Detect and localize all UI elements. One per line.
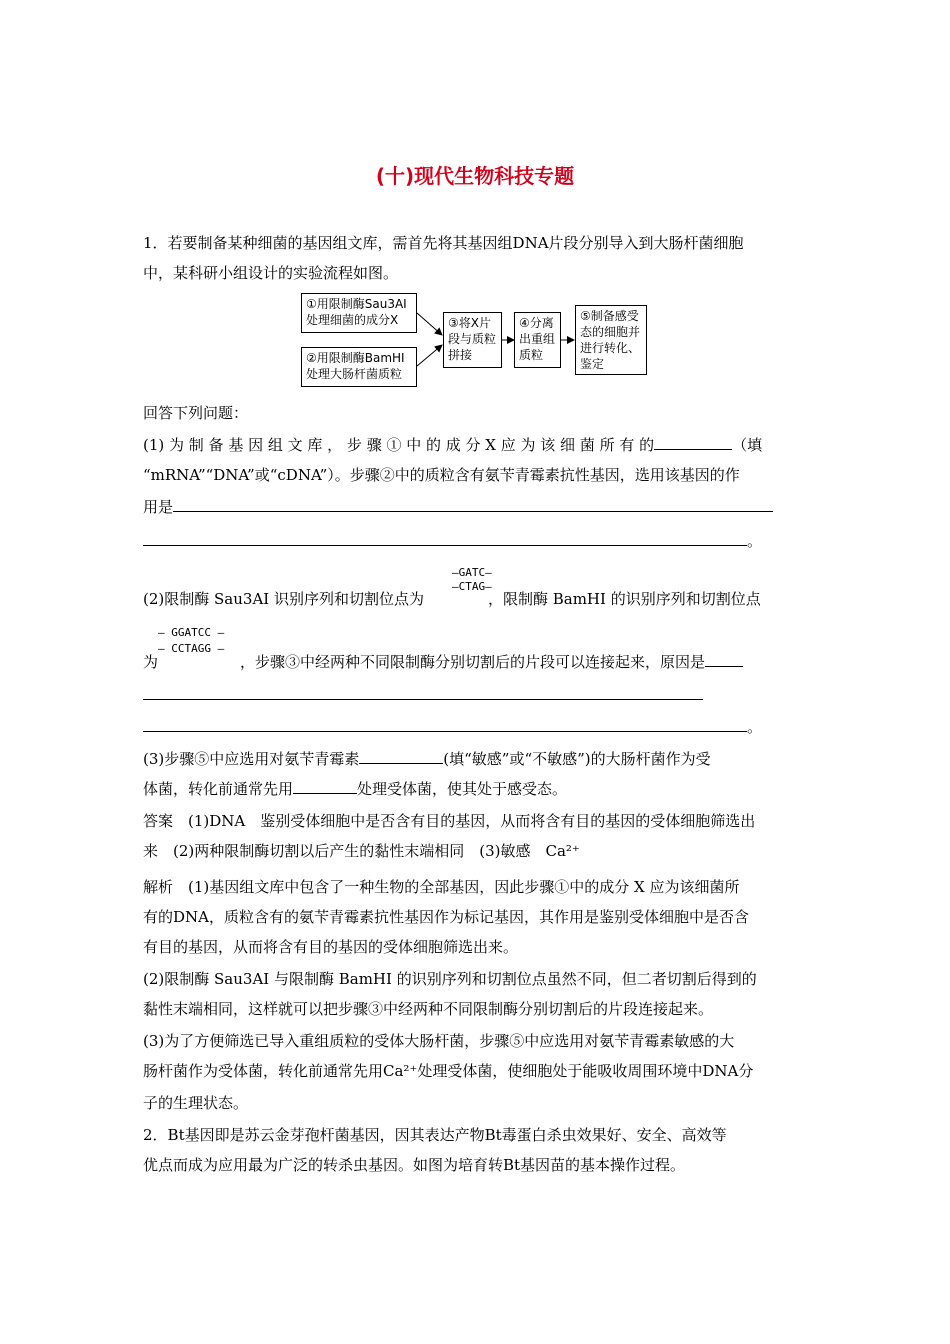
q1-prompt: 回答下列问题： [143, 404, 249, 422]
q1-part3-text-c: 体菌，转化前通常先用 [143, 780, 294, 798]
analysis-line1: 解析 (1)基因组文库中包含了一种生物的全部基因，因此步骤①中的成分 X 应为该细菌所 [143, 878, 740, 896]
arrow-1-3 [417, 313, 442, 335]
answer-blank-4[interactable] [705, 652, 743, 667]
arrow-2-3 [417, 345, 442, 366]
q1-part2-line4 [143, 712, 811, 742]
flow-box-5: ⑤制备感受态的细胞并进行转化、鉴定 [575, 305, 647, 375]
q1-intro-line2: 中，某科研小组设计的实验流程如图。 [143, 264, 399, 282]
q1-part1-line2: “mRNA”“DNA”或“cDNA”）。步骤②中的质粒含有氨苄青霉素抗性基因，选用该基因的作 [143, 466, 740, 484]
bamhi-seq-top: — GGATCC — [158, 626, 225, 639]
q1-part1-fill-hint: （填 [732, 436, 763, 454]
q1-part1-line3 [143, 492, 811, 522]
q1-part2-text-b: ，限制酶 BamHⅠ 的识别序列和切割位点 [487, 590, 761, 608]
answer-blank-6[interactable] [143, 717, 747, 732]
q1-intro-line1: 1．若要制备某种细菌的基因组文库，需首先将其基因组DNA片段分别导入到大肠杆菌细胞 [143, 234, 744, 252]
q1-part3-text-d: 处理受体菌，使其处于感受态。 [357, 780, 568, 798]
flow-box-2: ②用限制酶BamHⅠ处理大肠杆菌质粒 [301, 347, 417, 387]
analysis-line5: 黏性末端相同，这样就可以把步骤③中经两种不同限制酶分别切割后的片段连接起来。 [143, 1000, 714, 1018]
q1-part1-line4 [143, 526, 811, 556]
q1-part2-line2 [143, 647, 811, 677]
flow-box-4: ④分离出重组质粒 [514, 312, 561, 368]
sau3a-seq-top: —GATC— [452, 566, 492, 579]
answer-blank-5[interactable] [143, 685, 703, 700]
q1-part3-text-a: (3)步骤⑤中应选用对氨苄青霉素 [143, 750, 360, 768]
q1-part3-line2 [143, 774, 811, 804]
analysis-line4: (2)限制酶 Sau3AⅠ 与限制酶 BamHⅠ 的识别序列和切割位点虽然不同，但二者切割后得到的 [143, 970, 757, 988]
q1-part2-line1 [143, 584, 811, 614]
q1-part1-text: (1) 为 制 备 基 因 组 文 库 ， 步 骤 ① 中 的 成 分 X 应 为 该 细 菌 所 有 的 [143, 436, 655, 454]
sau3a-seq-bottom: —CTAG— [452, 580, 492, 593]
analysis-line7: 肠杆菌作为受体菌，转化前通常先用Ca²⁺处理受体菌，使细胞处于能吸收周围环境中DNA分 [143, 1062, 754, 1080]
period: 。 [747, 532, 763, 550]
q1-part3-text-b: (填“敏感”或“不敏感”)的大肠杆菌作为受 [443, 750, 711, 768]
page-title: (十)现代生物科技专题 [375, 164, 575, 188]
answer-blank-7[interactable] [359, 749, 443, 764]
q1-part2-line3 [143, 680, 811, 710]
answer-blank-1[interactable] [654, 435, 732, 450]
analysis-line2: 有的DNA，质粒含有的氨苄青霉素抗性基因作为标记基因，其作用是鉴别受体细胞中是否含 [143, 908, 749, 926]
bamhi-seq-bottom: — CCTAGG — [158, 642, 225, 655]
analysis-line3: 有目的基因，从而将含有目的基因的受体细胞筛选出来。 [143, 938, 519, 956]
q1-part3-line1 [143, 744, 811, 774]
q2-line2: 优点而成为应用最为广泛的转杀虫基因。如图为培育转Bt基因苗的基本操作过程。 [143, 1156, 686, 1174]
answer-line2: 来 (2)两种限制酶切割以后产生的黏性末端相同 (3)敏感 Ca²⁺ [143, 842, 580, 860]
q1-part2-text-a: (2)限制酶 Sau3AⅠ 识别序列和切割位点为 [143, 590, 424, 608]
analysis-line6: (3)为了方便筛选已导入重组质粒的受体大肠杆菌，步骤⑤中应选用对氨苄青霉素敏感的大 [143, 1032, 735, 1050]
q1-part1-label: 用是 [143, 498, 174, 516]
answer-blank-8[interactable] [293, 779, 357, 794]
analysis-line8: 子的生理状态。 [143, 1094, 249, 1112]
flow-box-3: ③将X片段与质粒拼接 [443, 312, 502, 368]
answer-line1: 答案 (1)DNA 鉴别受体细胞中是否含有目的基因，从而将含有目的基因的受体细胞筛选出 [143, 812, 756, 830]
flow-box-1: ①用限制酶Sau3AⅠ处理细菌的成分X [301, 293, 417, 333]
answer-blank-3[interactable] [143, 531, 747, 546]
q2-line1: 2．Bt基因即是苏云金芽孢杆菌基因，因其表达产物Bt毒蛋白杀虫效果好、安全、高效等 [143, 1126, 727, 1144]
answer-blank-2[interactable] [173, 497, 773, 512]
period: 。 [747, 718, 763, 736]
q1-part1-line1 [143, 430, 811, 460]
q1-part2-text-c: 为 [143, 653, 159, 671]
q1-part2-text-d: ，步骤③中经两种不同限制酶分别切割后的片段可以连接起来，原因是 [240, 653, 706, 671]
